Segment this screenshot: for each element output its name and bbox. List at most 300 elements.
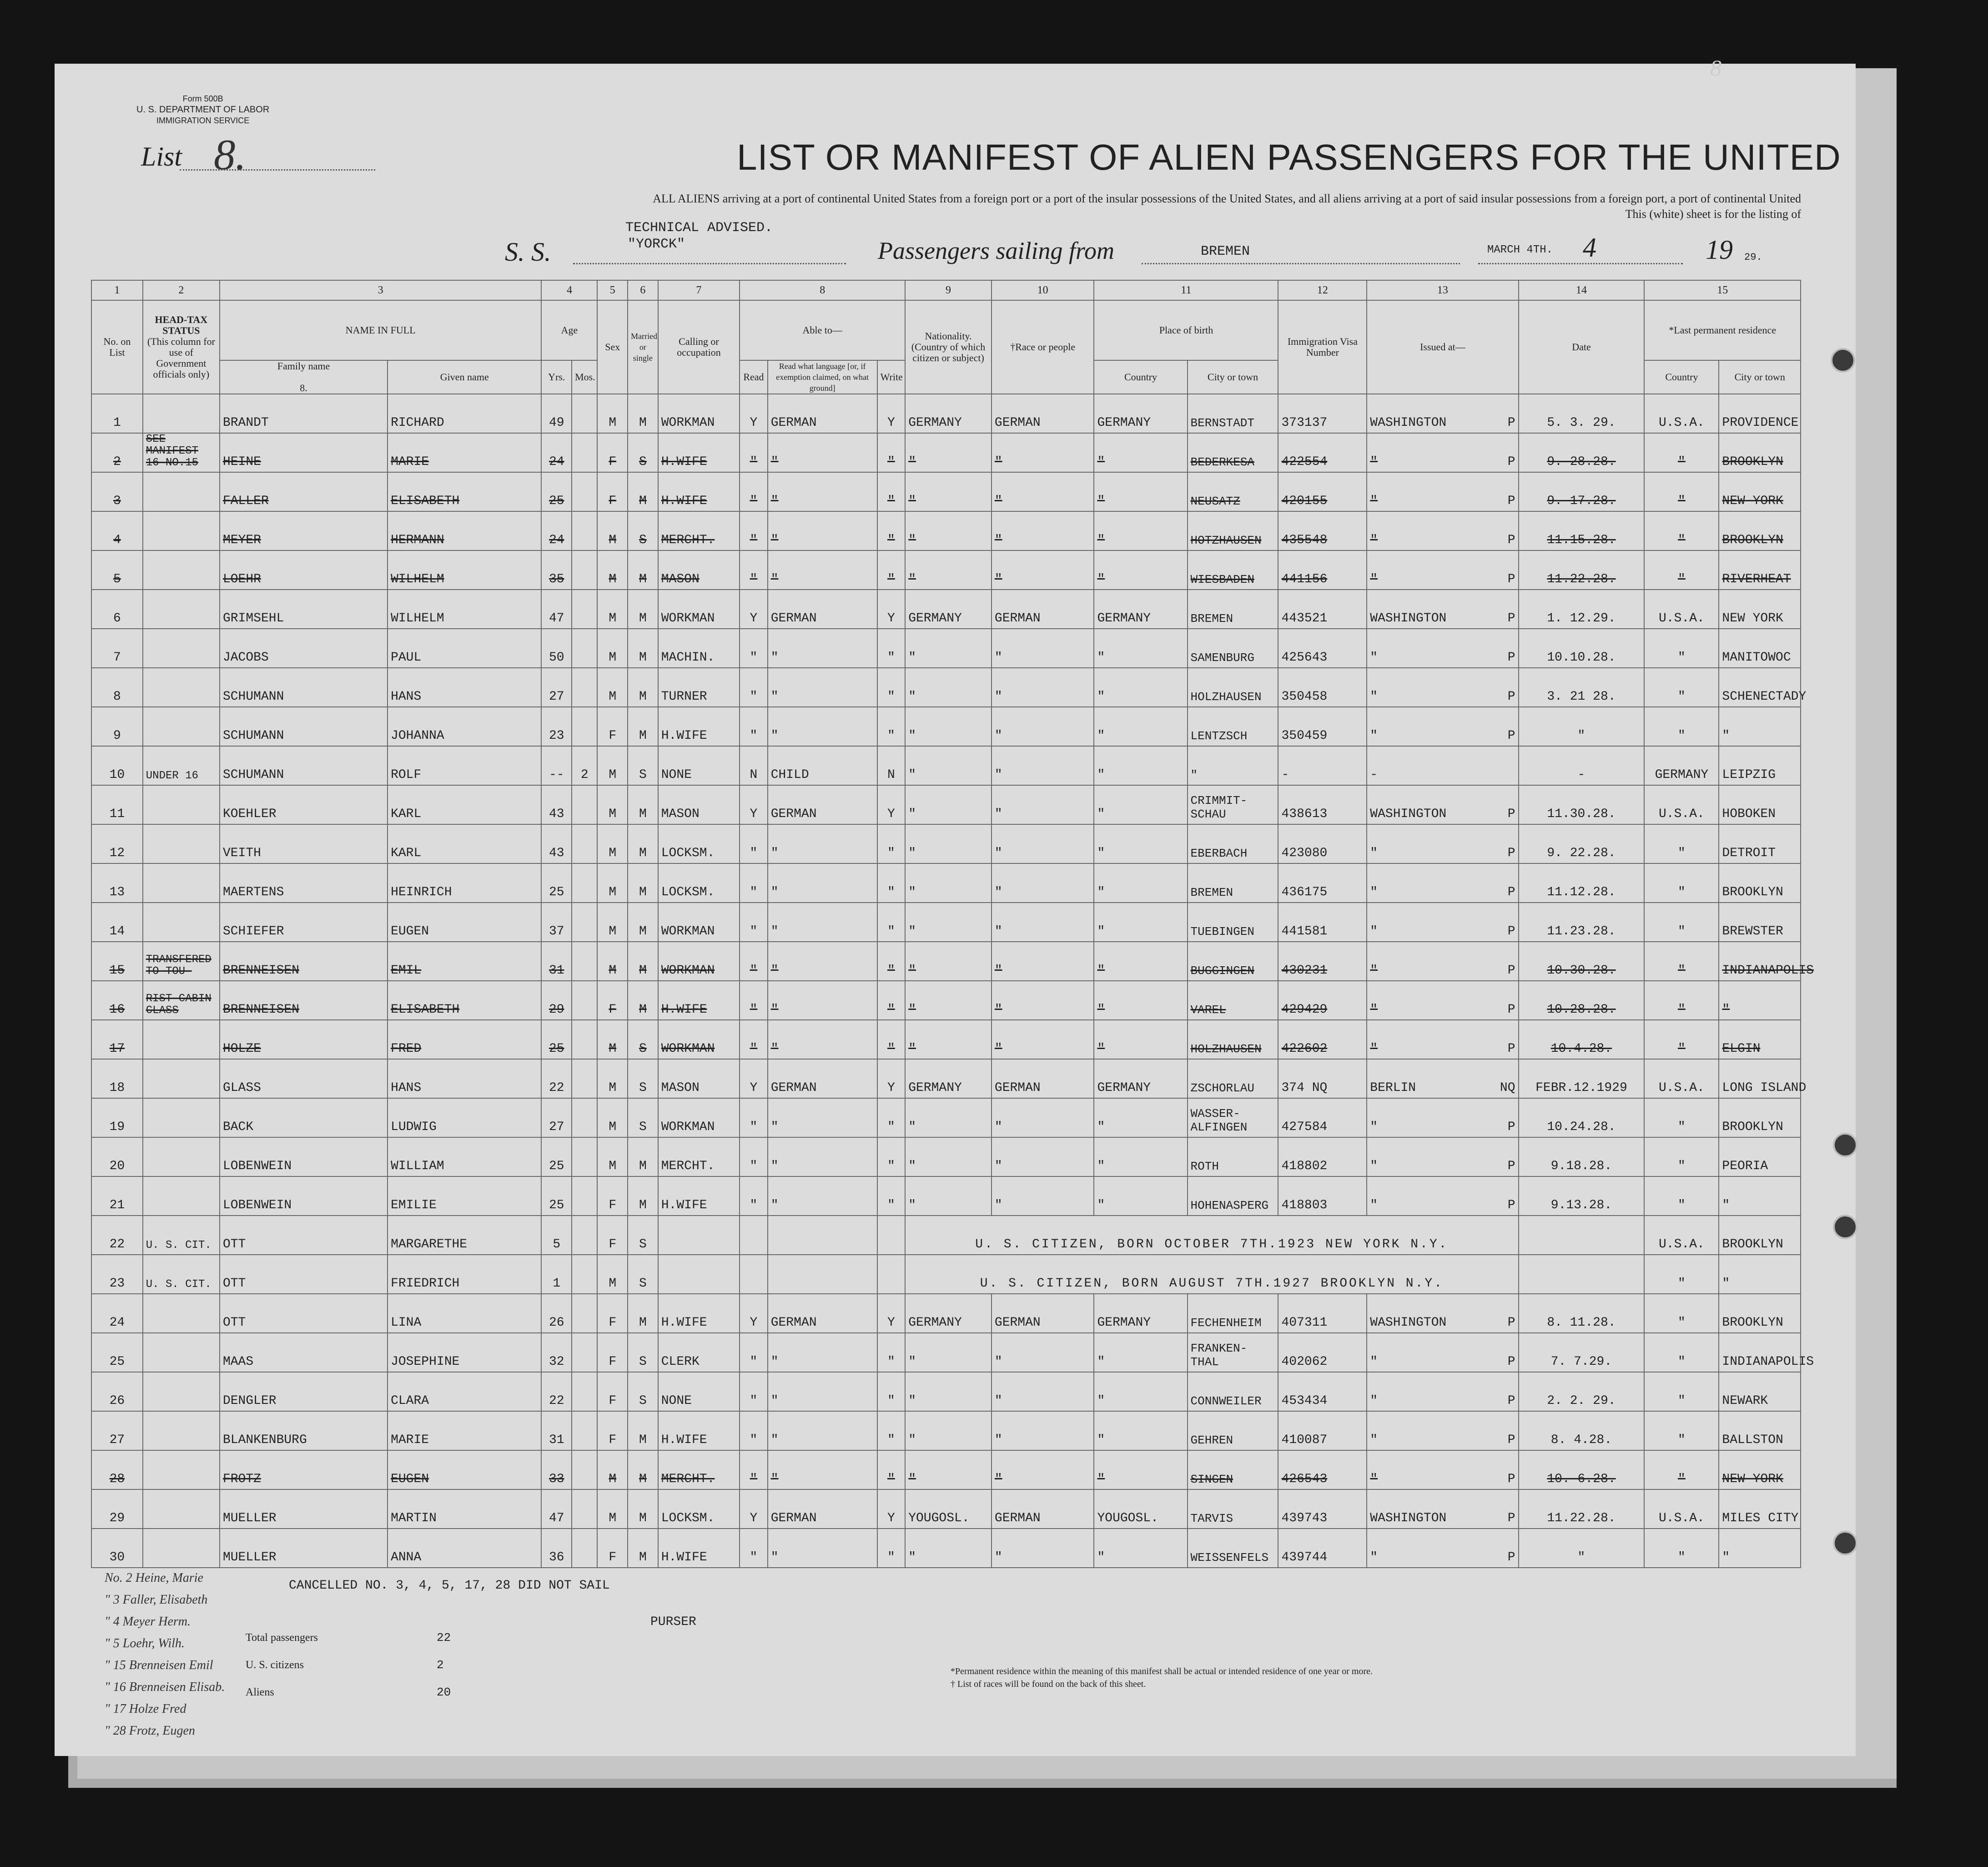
issued-place: " <box>1370 494 1378 508</box>
visa-type: P <box>1507 1003 1515 1017</box>
age-months <box>572 472 597 511</box>
cancelled-note: CANCELLED NO. 3, 4, 5, 17, 28 DID NOT SAIL <box>289 1579 610 1593</box>
hdr-res-city: City or town <box>1719 360 1801 394</box>
nationality: " <box>905 1450 991 1489</box>
table-row <box>91 1137 1801 1176</box>
age-years: 49 <box>541 394 572 433</box>
age-months <box>572 981 597 1020</box>
family-name: DENGLER <box>220 1372 388 1411</box>
head-tax <box>143 472 220 511</box>
visa-number: - <box>1278 746 1367 785</box>
row-number: 10 <box>91 746 143 785</box>
issued-at <box>1367 1489 1518 1529</box>
read-language: GERMAN <box>768 394 877 433</box>
col-num-1: 1 <box>91 280 143 300</box>
given-name: HEINRICH <box>388 863 541 903</box>
visa-type: P <box>1507 416 1515 430</box>
birth-city: SAMENBURG <box>1188 629 1278 668</box>
visa-date: " <box>1519 1529 1645 1568</box>
hdr-read-lang: Read what language [or, if exemption claimed, on what ground] <box>768 360 877 394</box>
marital: M <box>628 707 658 746</box>
age-months <box>572 550 597 590</box>
visa-number: 418803 <box>1278 1176 1367 1216</box>
hdr-sex: Sex <box>597 300 628 394</box>
read: " <box>740 707 768 746</box>
residence-city: HOBOKEN <box>1719 785 1801 824</box>
residence-city: BROOKLYN <box>1719 1098 1801 1137</box>
sex: M <box>597 942 628 981</box>
age-years: 37 <box>541 903 572 942</box>
marital: M <box>628 824 658 863</box>
nationality: " <box>905 863 991 903</box>
read-language: " <box>768 863 877 903</box>
given-name: ELISABETH <box>388 472 541 511</box>
read-language: " <box>768 824 877 863</box>
hdr-given: Given name <box>388 360 541 394</box>
residence-city: INDIANAPOLIS <box>1719 1333 1801 1372</box>
age-months <box>572 863 597 903</box>
table-row <box>91 785 1801 824</box>
race: " <box>991 550 1094 590</box>
visa-type: P <box>1507 651 1515 665</box>
head-tax <box>143 1450 220 1489</box>
visa-date: 10.10.28. <box>1519 629 1645 668</box>
table-row <box>91 1333 1801 1372</box>
age-months <box>572 511 597 550</box>
birth-country: GERMANY <box>1094 1059 1187 1098</box>
residence-country: " <box>1644 1294 1719 1333</box>
head-tax <box>143 1489 220 1529</box>
residence-city: NEW YORK <box>1719 1450 1801 1489</box>
head-tax <box>143 1176 220 1216</box>
hdr-able: Able to— <box>740 300 905 360</box>
issued-at <box>1367 1529 1518 1568</box>
age-years: 22 <box>541 1059 572 1098</box>
birth-city: BUGGINGEN <box>1188 942 1278 981</box>
birth-city: BERNSTADT <box>1188 394 1278 433</box>
given-name: JOHANNA <box>388 707 541 746</box>
sailing-month: MARCH 4TH. <box>1487 244 1553 256</box>
table-row <box>91 629 1801 668</box>
issued-at <box>1367 1411 1518 1450</box>
race: GERMAN <box>991 1059 1094 1098</box>
birth-city: CONNWEILER <box>1188 1372 1278 1411</box>
table-row <box>91 1411 1801 1450</box>
occupation <box>658 1216 740 1255</box>
given-name: MARGARETHE <box>388 1216 541 1255</box>
row-number: 4 <box>91 511 143 550</box>
issued-at: - <box>1367 746 1518 785</box>
read: " <box>740 1098 768 1137</box>
marital: M <box>628 629 658 668</box>
residence-country: " <box>1644 1450 1719 1489</box>
age-months <box>572 1020 597 1059</box>
issued-place: " <box>1370 885 1378 899</box>
visa-date: FEBR.12.1929 <box>1519 1059 1645 1098</box>
write: Y <box>877 1489 906 1529</box>
race: " <box>991 472 1094 511</box>
row-number: 16 <box>91 981 143 1020</box>
birth-country: " <box>1094 668 1187 707</box>
visa-type: P <box>1507 885 1515 899</box>
issued-at <box>1367 863 1518 903</box>
given-name: JOSEPHINE <box>388 1333 541 1372</box>
read: " <box>740 903 768 942</box>
hdr-family-sub: 8. <box>300 382 307 394</box>
birth-city: EBERBACH <box>1188 824 1278 863</box>
family-name: HEINE <box>220 433 388 472</box>
race: " <box>991 863 1094 903</box>
list-number: 8. <box>214 131 247 179</box>
write: " <box>877 668 906 707</box>
footnote-races: † List of races will be found on the back of this sheet. <box>951 1679 1146 1689</box>
visa-date: 9.13.28. <box>1519 1176 1645 1216</box>
age-years: 47 <box>541 1489 572 1529</box>
race: " <box>991 1450 1094 1489</box>
sex: M <box>597 746 628 785</box>
sex: F <box>597 1176 628 1216</box>
occupation: LOCKSM. <box>658 824 740 863</box>
residence-country: " <box>1644 1529 1719 1568</box>
marital: M <box>628 903 658 942</box>
row-number: 28 <box>91 1450 143 1489</box>
col-num-10: 10 <box>991 280 1094 300</box>
residence-city: SCHENECTADY <box>1719 668 1801 707</box>
handwritten-line: No. 2 Heine, Marie <box>105 1571 203 1585</box>
col-num-7: 7 <box>658 280 740 300</box>
row-number: 19 <box>91 1098 143 1137</box>
visa-date: 11.12.28. <box>1519 863 1645 903</box>
birth-country: " <box>1094 1098 1187 1137</box>
residence-country: " <box>1644 1020 1719 1059</box>
head-tax <box>143 1411 220 1450</box>
nationality: " <box>905 1333 991 1372</box>
read: " <box>740 1529 768 1568</box>
page-title: LIST OR MANIFEST OF ALIEN PASSENGERS FOR THE UNITED <box>737 137 1841 177</box>
row-number: 18 <box>91 1059 143 1098</box>
race: GERMAN <box>991 1294 1094 1333</box>
residence-country: " <box>1644 1372 1719 1411</box>
binder-hole-icon <box>1833 1215 1857 1239</box>
sex: M <box>597 1059 628 1098</box>
aliens-label: Aliens <box>246 1686 274 1698</box>
col-num-6: 6 <box>628 280 658 300</box>
birth-country: YOUGOSL. <box>1094 1489 1187 1529</box>
visa-type: P <box>1507 1511 1515 1525</box>
table-row <box>91 668 1801 707</box>
birth-country: " <box>1094 1137 1187 1176</box>
residence-country: U.S.A. <box>1644 1489 1719 1529</box>
residence-city: DETROIT <box>1719 824 1801 863</box>
visa-date: " <box>1519 707 1645 746</box>
birth-country: " <box>1094 1176 1187 1216</box>
read-language: CHILD <box>768 746 877 785</box>
write: Y <box>877 1059 906 1098</box>
table-row <box>91 472 1801 511</box>
given-name: FRIEDRICH <box>388 1255 541 1294</box>
issued-at <box>1367 550 1518 590</box>
visa-date: 11.23.28. <box>1519 903 1645 942</box>
race: " <box>991 707 1094 746</box>
residence-country: " <box>1644 1411 1719 1450</box>
col-num-14: 14 <box>1519 280 1645 300</box>
table-row <box>91 433 1801 472</box>
visa-date: 9. 28.28. <box>1519 433 1645 472</box>
read: Y <box>740 1294 768 1333</box>
visa-number: 420155 <box>1278 472 1367 511</box>
birth-country: " <box>1094 1333 1187 1372</box>
binder-hole-icon <box>1833 1531 1857 1555</box>
birth-country: " <box>1094 707 1187 746</box>
write: Y <box>877 394 906 433</box>
residence-city: " <box>1719 981 1801 1020</box>
write: " <box>877 1176 906 1216</box>
table-row <box>91 1489 1801 1529</box>
table-row <box>91 981 1801 1020</box>
race: GERMAN <box>991 394 1094 433</box>
residence-city: LEIPZIG <box>1719 746 1801 785</box>
table-row <box>91 1020 1801 1059</box>
race: " <box>991 942 1094 981</box>
head-tax <box>143 1333 220 1372</box>
row-number: 29 <box>91 1489 143 1529</box>
issued-place: " <box>1370 729 1378 743</box>
hdr-mos: Mos. <box>572 360 597 394</box>
age-years: 1 <box>541 1255 572 1294</box>
hdr-headtax-note: (This column for use of Government officials only) <box>147 336 215 380</box>
issued-place: WASHINGTON <box>1370 1316 1447 1330</box>
race: " <box>991 824 1094 863</box>
read: " <box>740 668 768 707</box>
table-row <box>91 707 1801 746</box>
issued-place: " <box>1370 1120 1378 1134</box>
marital: S <box>628 1059 658 1098</box>
read-language: GERMAN <box>768 1294 877 1333</box>
citizens-value: 2 <box>437 1658 444 1672</box>
visa-number: 374 NQ <box>1278 1059 1367 1098</box>
age-years: 23 <box>541 707 572 746</box>
read-language: " <box>768 668 877 707</box>
residence-country: " <box>1644 511 1719 550</box>
residence-country: " <box>1644 863 1719 903</box>
row-number: 23 <box>91 1255 143 1294</box>
handwritten-line: " 15 Brenneisen Emil <box>105 1658 213 1672</box>
issued-place: " <box>1370 533 1378 547</box>
race: " <box>991 433 1094 472</box>
read-language: " <box>768 903 877 942</box>
residence-country: " <box>1644 1176 1719 1216</box>
write: " <box>877 942 906 981</box>
age-years: 36 <box>541 1529 572 1568</box>
row-number: 15 <box>91 942 143 981</box>
hdr-write: Write <box>877 360 906 394</box>
visa-date: 8. 4.28. <box>1519 1411 1645 1450</box>
given-name: ROLF <box>388 746 541 785</box>
handwritten-line: " 5 Loehr, Wilh. <box>105 1636 185 1650</box>
age-months <box>572 824 597 863</box>
birth-city: " <box>1188 746 1278 785</box>
nationality: GERMANY <box>905 1294 991 1333</box>
table-row <box>91 550 1801 590</box>
age-months <box>572 1489 597 1529</box>
residence-city: " <box>1719 707 1801 746</box>
occupation: H.WIFE <box>658 1294 740 1333</box>
form-service: IMMIGRATION SERVICE <box>156 116 250 125</box>
read-language: GERMAN <box>768 1489 877 1529</box>
occupation: MERCHT. <box>658 511 740 550</box>
write: " <box>877 824 906 863</box>
read-language: " <box>768 472 877 511</box>
sex: M <box>597 590 628 629</box>
birth-country: " <box>1094 981 1187 1020</box>
race: " <box>991 1529 1094 1568</box>
nationality: " <box>905 785 991 824</box>
residence-city: BROOKLYN <box>1719 863 1801 903</box>
visa-number: 422602 <box>1278 1020 1367 1059</box>
row-number: 9 <box>91 707 143 746</box>
residence-city: MILES CITY <box>1719 1489 1801 1529</box>
residence-city: " <box>1719 1255 1801 1294</box>
age-years: 32 <box>541 1333 572 1372</box>
given-name: HANS <box>388 668 541 707</box>
sex: M <box>597 629 628 668</box>
write: " <box>877 1098 906 1137</box>
read-language: " <box>768 550 877 590</box>
birth-city: VAREL <box>1188 981 1278 1020</box>
hdr-read: Read <box>740 360 768 394</box>
page-mark: 8 <box>1710 55 1721 81</box>
visa-type: P <box>1507 924 1515 939</box>
subtitle-line-1: ALL ALIENS arriving at a port of continental United States from a foreign port or a port of the insular possessions of the United States, and all aliens arriving at a port of said insular possessions from a foreign port, a port of continental United <box>653 192 1801 205</box>
given-name: RICHARD <box>388 394 541 433</box>
visa-type: P <box>1507 1472 1515 1486</box>
hdr-birth: Place of birth <box>1094 300 1278 360</box>
occupation: H.WIFE <box>658 472 740 511</box>
race: " <box>991 1098 1094 1137</box>
col-num-4: 4 <box>541 280 597 300</box>
visa-type: P <box>1507 494 1515 508</box>
marital: M <box>628 1411 658 1450</box>
read: " <box>740 1372 768 1411</box>
issued-at <box>1367 511 1518 550</box>
marital: M <box>628 1489 658 1529</box>
ship-underline <box>573 263 846 264</box>
age-months <box>572 903 597 942</box>
sex: M <box>597 1489 628 1529</box>
head-tax <box>143 1020 220 1059</box>
head-tax: UNDER 16 <box>143 746 220 785</box>
hdr-nationality: Nationality. (Country of which citizen or subject) <box>905 300 991 394</box>
residence-country: " <box>1644 433 1719 472</box>
sex: M <box>597 785 628 824</box>
family-name: KOEHLER <box>220 785 388 824</box>
marital: M <box>628 1137 658 1176</box>
nationality: " <box>905 746 991 785</box>
age-months <box>572 1529 597 1568</box>
read-language: " <box>768 707 877 746</box>
marital: M <box>628 394 658 433</box>
hdr-issued: Issued at— <box>1367 300 1518 394</box>
birth-country: " <box>1094 1372 1187 1411</box>
issued-at <box>1367 707 1518 746</box>
marital: M <box>628 668 658 707</box>
family-name: SCHUMANN <box>220 746 388 785</box>
col-num-5: 5 <box>597 280 628 300</box>
read-language: " <box>768 1020 877 1059</box>
issued-at <box>1367 629 1518 668</box>
write: " <box>877 472 906 511</box>
table-row <box>91 1176 1801 1216</box>
residence-city: BALLSTON <box>1719 1411 1801 1450</box>
form-header <box>136 93 269 126</box>
issued-place: " <box>1370 1472 1378 1486</box>
residence-country: " <box>1644 550 1719 590</box>
head-tax: RIST CABIN CLASS <box>143 981 220 1020</box>
nationality: U. S. CITIZEN, BORN OCTOBER 7TH.1923 NEW YORK N.Y. <box>905 1216 1518 1255</box>
age-months <box>572 1216 597 1255</box>
issued-place: " <box>1370 846 1378 860</box>
read-language: " <box>768 1450 877 1489</box>
column-numbers <box>91 280 1801 300</box>
residence-country: " <box>1644 707 1719 746</box>
issued-at <box>1367 1020 1518 1059</box>
issued-place: " <box>1370 455 1378 469</box>
table-row <box>91 1450 1801 1489</box>
issued-at <box>1367 785 1518 824</box>
head-tax <box>143 550 220 590</box>
visa-type: P <box>1507 1120 1515 1134</box>
hdr-age: Age <box>541 300 597 360</box>
head-tax <box>143 1294 220 1333</box>
read: N <box>740 746 768 785</box>
write: " <box>877 707 906 746</box>
read-language: " <box>768 629 877 668</box>
marital: S <box>628 746 658 785</box>
sex: M <box>597 668 628 707</box>
manifest-table <box>91 280 1814 1568</box>
write: N <box>877 746 906 785</box>
sailing-year-prefix: 19 <box>1706 235 1733 265</box>
marital: S <box>628 1255 658 1294</box>
read-language: " <box>768 1137 877 1176</box>
age-years: 5 <box>541 1216 572 1255</box>
write: " <box>877 550 906 590</box>
form-department: U. S. DEPARTMENT OF LABOR <box>136 105 270 115</box>
age-months <box>572 707 597 746</box>
nationality: " <box>905 707 991 746</box>
read <box>740 1216 768 1255</box>
given-name: ELISABETH <box>388 981 541 1020</box>
residence-city: INDIANAPOLIS <box>1719 942 1801 981</box>
occupation: CLERK <box>658 1333 740 1372</box>
birth-country: " <box>1094 472 1187 511</box>
nationality: GERMANY <box>905 394 991 433</box>
marital: S <box>628 511 658 550</box>
row-number: 11 <box>91 785 143 824</box>
row-number: 6 <box>91 590 143 629</box>
residence-city: RIVERHEAT <box>1719 550 1801 590</box>
residence-city: BROOKLYN <box>1719 511 1801 550</box>
given-name: WILLIAM <box>388 1137 541 1176</box>
head-tax: TRANSFERED TO TOU- <box>143 942 220 981</box>
issued-place: " <box>1370 1433 1378 1447</box>
residence-city: MANITOWOC <box>1719 629 1801 668</box>
birth-city: HOHENASPERG <box>1188 1176 1278 1216</box>
visa-number: 427584 <box>1278 1098 1367 1137</box>
birth-country: " <box>1094 903 1187 942</box>
family-name: HOLZE <box>220 1020 388 1059</box>
issued-at <box>1367 590 1518 629</box>
